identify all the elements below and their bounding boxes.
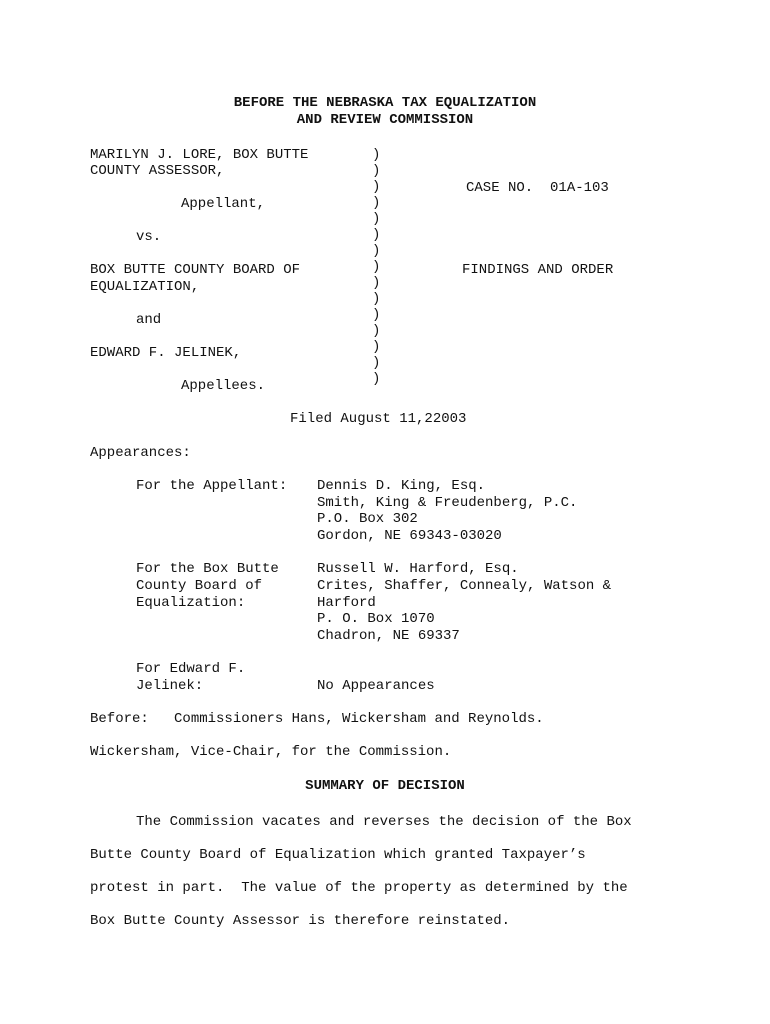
board-counsel-line: Harford xyxy=(317,595,376,611)
paren: ) xyxy=(372,275,381,291)
summary-line: Box Butte County Assessor is therefore reinstated. xyxy=(90,913,511,929)
case-number: CASE NO. 01A-103 xyxy=(466,180,609,196)
summary-line: Butte County Board of Equalization which granted Taxpayer’s xyxy=(90,847,586,863)
paren: ) xyxy=(372,179,381,195)
appellant-counsel-line: Smith, King & Freudenberg, P.C. xyxy=(317,495,578,511)
appellee-jelinek: EDWARD F. JELINEK, xyxy=(90,345,242,361)
board-counsel-label: County Board of xyxy=(136,578,263,594)
summary-heading: SUMMARY OF DECISION xyxy=(305,778,465,794)
appellant-counsel-line: Dennis D. King, Esq. xyxy=(317,478,486,494)
paren: ) xyxy=(372,307,381,323)
appellant-counsel-line: P.O. Box 302 xyxy=(317,511,418,527)
paren: ) xyxy=(372,195,381,211)
paren: ) xyxy=(372,371,381,387)
paren: ) xyxy=(372,323,381,339)
paren: ) xyxy=(372,227,381,243)
paren: ) xyxy=(372,147,381,163)
caption-divider xyxy=(372,147,386,387)
paren: ) xyxy=(372,355,381,371)
jelinek-appearance: No Appearances xyxy=(317,678,435,694)
before-commissioners: Before: Commissioners Hans, Wickersham and Reynolds. xyxy=(90,711,544,727)
summary-line: protest in part. The value of the property as determined by the xyxy=(90,880,628,896)
appellee-board-line-1: BOX BUTTE COUNTY BOARD OF xyxy=(90,262,301,278)
appellee-board-line-2: EQUALIZATION, xyxy=(90,279,200,295)
versus: vs. xyxy=(136,229,162,245)
paren: ) xyxy=(372,163,381,179)
document-type: FINDINGS AND ORDER xyxy=(462,262,614,278)
board-counsel-line: Crites, Shaffer, Connealy, Watson & xyxy=(317,578,612,594)
title-line-1: BEFORE THE NEBRASKA TAX EQUALIZATION xyxy=(233,95,537,111)
summary-line: The Commission vacates and reverses the decision of the Box xyxy=(136,814,632,830)
appearances-heading: Appearances: xyxy=(90,445,191,461)
board-counsel-line: Chadron, NE 69337 xyxy=(317,628,460,644)
paren: ) xyxy=(372,259,381,275)
appellant-name-line-2: COUNTY ASSESSOR, xyxy=(90,163,225,179)
appellant-role: Appellant, xyxy=(181,196,266,212)
jelinek-label: For Edward F. xyxy=(136,661,246,677)
board-counsel-label: Equalization: xyxy=(136,595,246,611)
and-connector: and xyxy=(136,312,162,328)
appellant-counsel-label: For the Appellant: xyxy=(136,478,288,494)
board-counsel-label: For the Box Butte xyxy=(136,561,279,577)
paren: ) xyxy=(372,211,381,227)
appellees-role: Appellees. xyxy=(181,378,266,394)
board-counsel-line: Russell W. Harford, Esq. xyxy=(317,561,519,577)
paren: ) xyxy=(372,291,381,307)
board-counsel-line: P. O. Box 1070 xyxy=(317,611,435,627)
title-line-2: AND REVIEW COMMISSION xyxy=(296,112,474,128)
jelinek-label: Jelinek: xyxy=(136,678,204,694)
appellant-name-line-1: MARILYN J. LORE, BOX BUTTE xyxy=(90,147,309,163)
filed-date: Filed August 11,22003 xyxy=(290,411,467,427)
appellant-counsel-line: Gordon, NE 69343-03020 xyxy=(317,528,502,544)
paren: ) xyxy=(372,243,381,259)
paren: ) xyxy=(372,339,381,355)
opinion-author: Wickersham, Vice-Chair, for the Commission. xyxy=(90,744,452,760)
